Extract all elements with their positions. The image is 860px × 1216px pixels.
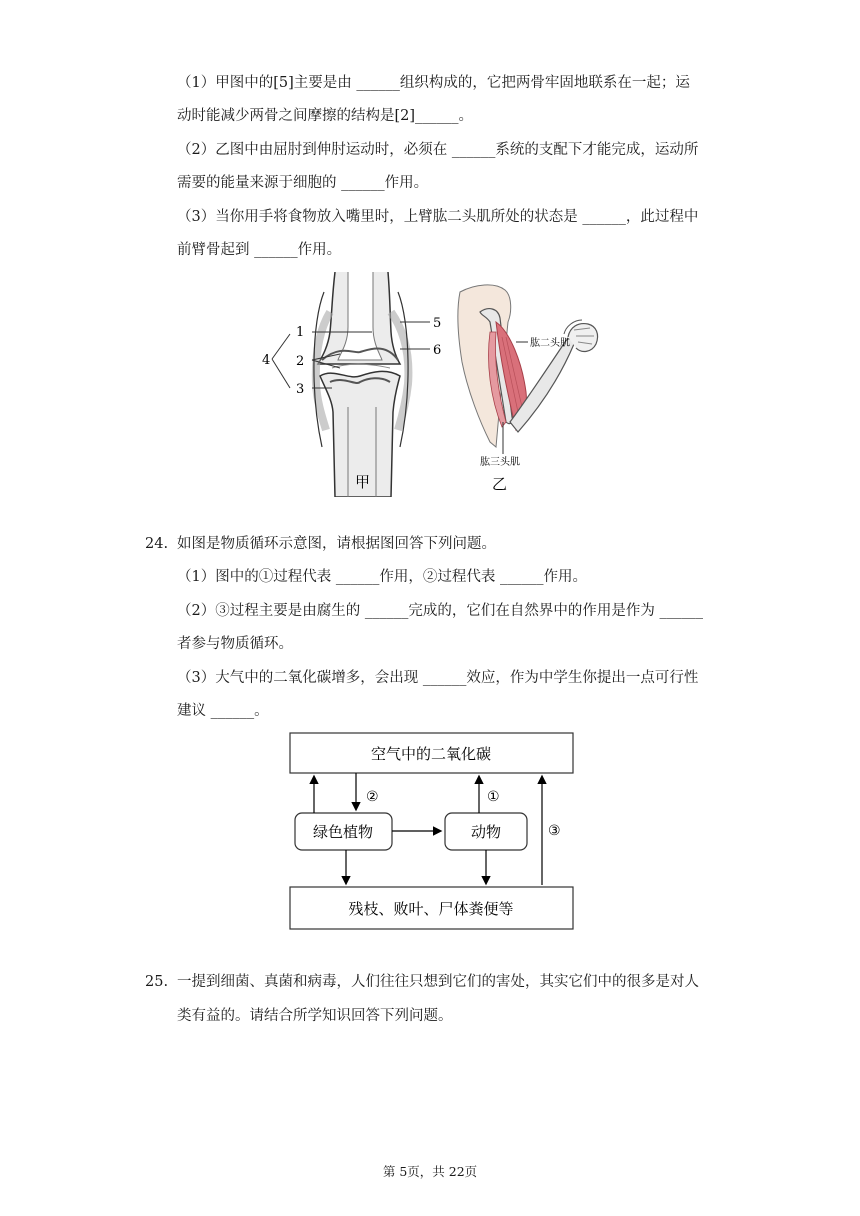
knee-label-4: 4 (262, 353, 271, 368)
q24-part3-line1: （3）大气中的二氧化碳增多，会出现 ______效应，作为中学生你提出一点可行性 (177, 670, 699, 686)
knee-joint-figure (260, 272, 460, 497)
plants-box-label: 绿色植物 (312, 823, 374, 841)
knee-label-5: 5 (433, 316, 442, 331)
animals-box-label: 动物 (470, 823, 502, 841)
q25-number: 25. (145, 974, 169, 990)
q24-part3-line2: 建议 ______。 (177, 703, 269, 719)
page-footer: 第 5页，共 22页 (382, 1164, 478, 1179)
q25-line1: 一提到细菌、真菌和病毒，人们往往只想到它们的害处，其实它们中的很多是对人 (177, 974, 699, 990)
triceps-label: 肱三头肌 (480, 457, 520, 468)
figure-caption-yi: 乙 (492, 475, 508, 493)
knee-label-3: 3 (296, 382, 305, 397)
carbon-cycle-diagram (280, 725, 585, 940)
process-mark-3: ③ (548, 823, 561, 839)
figure-caption-jia: 甲 (355, 473, 371, 491)
q24-number: 24. (145, 536, 169, 552)
decomposition-box-label: 残枝、败叶、尸体粪便等 (348, 900, 514, 918)
q23-part1-line2: 动时能减少两骨之间摩擦的结构是[2]______。 (177, 108, 474, 124)
knee-label-1: 1 (296, 325, 305, 340)
knee-label-6: 6 (433, 343, 442, 358)
q23-part2-line1: （2）乙图中由屈肘到伸肘运动时，必须在 ______系统的支配下才能完成，运动所 (177, 142, 699, 158)
q23-part3-line1: （3）当你用手将食物放入嘴里时，上臂肱二头肌所处的状态是 ______，此过程中 (177, 209, 699, 225)
process-mark-2: ② (366, 789, 379, 805)
knee-label-2: 2 (296, 354, 305, 369)
q24-part2-line2: 者参与物质循环。 (177, 636, 293, 652)
q24-part2-line1: （2）③过程主要是由腐生的 ______完成的，它们在自然界中的作用是作为 ______ (177, 603, 703, 619)
q23-part3-line2: 前臂骨起到 ______作用。 (177, 242, 342, 258)
q24-stem: 如图是物质循环示意图，请根据图回答下列问题。 (177, 536, 496, 552)
arm-muscle-figure (450, 282, 610, 497)
q24-part1: （1）图中的①过程代表 ______作用，②过程代表 ______作用。 (177, 569, 587, 585)
q23-part1-line1: （1）甲图中的[5]主要是由 ______组织构成的，它把两骨牢固地联系在一起；运 (177, 75, 690, 91)
q25-line2: 类有益的。请结合所学知识回答下列问题。 (177, 1008, 453, 1024)
co2-box-label: 空气中的二氧化碳 (370, 745, 492, 763)
q23-part2-line2: 需要的能量来源于细胞的 ______作用。 (177, 175, 429, 191)
process-mark-1: ① (487, 789, 500, 805)
biceps-label: 肱二头肌 (530, 338, 570, 349)
